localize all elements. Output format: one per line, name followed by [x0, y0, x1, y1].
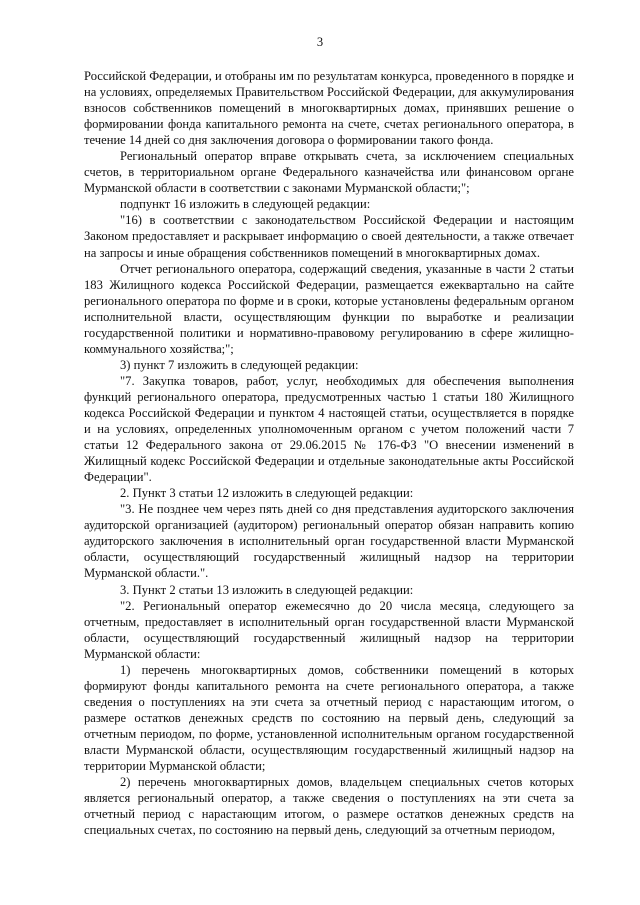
paragraph: "3. Не позднее чем через пять дней со дня представления аудиторского заключения аудиторской организацией (аудитором) региональный оператор обязан направить копию аудиторского заключения в исполнительный орган государственной власти Мурманской области, осуществляющий государственный жилищный надзор на территории Мурманской области.". [84, 502, 574, 581]
paragraph: 3. Пункт 2 статьи 13 изложить в следующей редакции: [120, 582, 414, 597]
paragraph: подпункт 16 изложить в следующей редакции: [120, 197, 371, 212]
paragraph: Российской Федерации, и отобраны им по результатам конкурса, проведенного в порядке и на условиях, определяемых Правительством Российской Федерации, для аккумулирования взносов собственников помещений в многоквартирных домах, принявших решение о формировании фонда капитального ремонта на счете, счетах регионального оператора, в течение 14 дней со дня заключения договора о формировании такого фонда. [84, 69, 574, 148]
paragraph: "16) в соответствии с законодательством Российской Федерации и настоящим Законом предоставляет и раскрывает информацию о своей деятельности, а также отвечает на запросы и иные обращения собственников помещений в многоквартирных домах. [84, 213, 574, 260]
paragraph: 1) перечень многоквартирных домов, собственники помещений в которых формируют фонды капитального ремонта на счете регионального оператора, а также сведения о поступлениях на эти счета за отчетный период с нарастающим итогом, о размере остатков денежных средств по состоянию на первый день, следующий за отчетным периодом, по форме, установленной исполнительным органом государственной власти Мурманской области, осуществляющим государственный жилищный надзор на территории Мурманской области; [84, 662, 574, 774]
paragraph: "7. Закупка товаров, работ, услуг, необходимых для обеспечения выполнения функций регионального оператора, предусмотренных частью 1 статьи 180 Жилищного кодекса Российской Федерации и пунктом 4 настоящей статьи, осуществляется в порядке и на условиях, определенных уполномоченным органом с учетом положений части 7 статьи 12 Федерального закона от 29.06.2015 № 176-ФЗ "О внесении изменений в Жилищный кодекс Российской Федерации и отдельные законодательные акты Российской Федерации". [84, 373, 574, 485]
paragraph: 3) пункт 7 изложить в следующей редакции: [120, 357, 359, 372]
paragraph: 2. Пункт 3 статьи 12 изложить в следующей редакции: [120, 486, 414, 501]
document-body [84, 68, 574, 838]
paragraph: Региональный оператор вправе открывать счета, за исключением специальных счетов, в территориальном органе Федерального казначейства или финансовом органе Мурманской области в соответствии с законами Мурманской области;"; [84, 149, 574, 196]
paragraph: 2) перечень многоквартирных домов, владельцем специальных счетов которых является региональный оператор, а также сведения о поступлениях на эти счета за отчетный период с нарастающим итогом, о размере остатков денежных средств на специальных счетах, по состоянию на первый день, следующий за отчетным периодом, [84, 775, 574, 838]
paragraph: Отчет регионального оператора, содержащий сведения, указанные в части 2 статьи 183 Жилищного кодекса Российской Федерации, размещается ежеквартально на сайте регионального оператора по форме и в сроки, которые установлены федеральным органом исполнительной власти, осуществляющим функции по выработке и реализации государственной политики и нормативно-правовому регулированию в сфере жилищно-коммунального хозяйства;"; [84, 261, 574, 356]
page-number: 3 [316, 35, 324, 49]
paragraph: "2. Региональный оператор ежемесячно до 20 числа месяца, следующего за отчетным, предоставляет в исполнительный орган государственной власти Мурманской области, осуществляющий государственный жилищный надзор на территории Мурманской области: [84, 598, 574, 661]
